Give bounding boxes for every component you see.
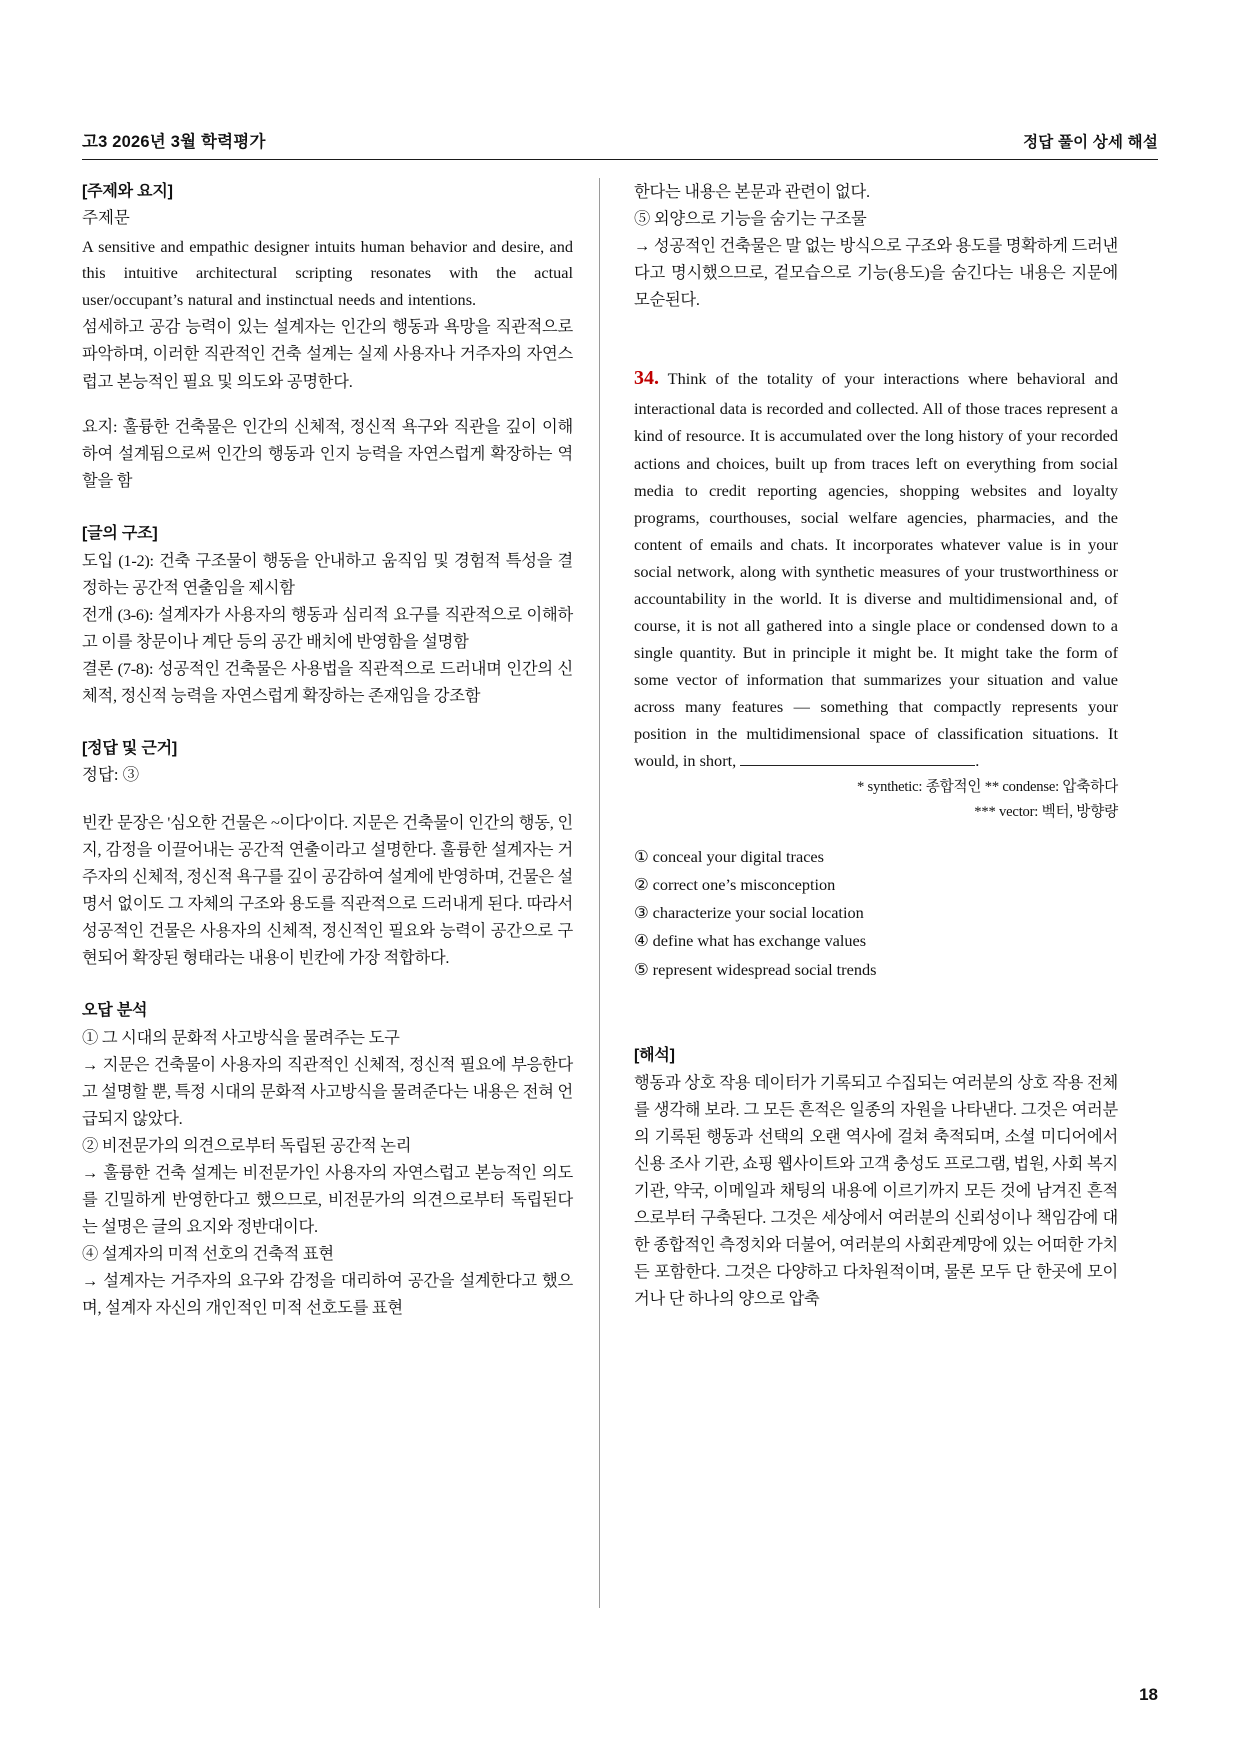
interpretation-heading: [해석] [634, 1046, 675, 1064]
choice-item-4[interactable]: ④ define what has exchange values [634, 931, 867, 951]
page-number: 18 [1139, 1685, 1158, 1704]
interpretation-text: 행동과 상호 작용 데이터가 기록되고 수집되는 여러분의 상호 작용 전체를 생각해 보라. 그 모든 흔적은 일종의 자원을 나타낸다. 그것은 여러분의 기록된 행동과 선택의 오랜 역사에 걸쳐 축적되며, 소셜 미디어에서 신용 조사 기관, 쇼핑 웹사이트와 고객 충성도 프로그램, 법원, 사회 복지 기관, 약국, 이메일과 채팅의 내용에 이르기까지 모든 것에 남겨진 흔적으로부터 구축된다. 그것은 세상에서 여러분의 신뢰성이나 책임감에 대한 종합적인 측정치와 더불어, 여러분의 사회관계망에 있는 어떠한 가치든 포함한다. 그것은 다양하고 다차원적이며, 물론 모두 단 한곳에 모이거나 단 하나의 양으로 압축 [634, 1072, 1118, 1309]
question-passage-tail: . [975, 751, 980, 771]
wrong-choice-1: ① 그 시대의 문화적 사고방식을 물려주는 도구 [82, 1027, 400, 1047]
blank-underline [740, 752, 975, 766]
choice-item-2[interactable]: ② correct one’s misconception [634, 874, 836, 894]
theme-gist-text: 요지: 훌륭한 건축물은 인간의 신체적, 정신적 욕구와 직관을 깊이 이해하여 설계됨으로써 인간의 행동과 인지 능력을 자연스럽게 확장하는 역할을 함 [82, 416, 573, 490]
right-column [600, 178, 1118, 1608]
choice-item-3[interactable]: ③ characterize your social location [634, 903, 864, 923]
wrong-choice-4: ④ 설계자의 미적 선호의 건축적 표현 [82, 1244, 334, 1264]
two-column-body [82, 178, 1158, 1608]
wrong-choice-1-explanation: → 지문은 건축물이 사용자의 직관적인 신체적, 정신적 필요에 부응한다고 설명할 뿐, 특정 시대의 문화적 사고방식을 물려준다는 내용은 전혀 언급되지 않았다. [82, 1055, 573, 1129]
left-column [82, 178, 600, 1608]
question-passage [634, 362, 1118, 774]
answer-explanation: 빈칸 문장은 '심오한 건물은 ~이다'이다. 지문은 건축물이 인간의 행동, 인지, 감정을 이끌어내는 공간적 연출이라고 설명한다. 훌륭한 설계자는 거주자의 신체적, 정신적 욕구를 깊이 공감하여 설계에 반영하며, 건물은 설명서 없이도 그 자체의 구조와 용도를 직관적으로 드러내게 된다. 따라서 성공적인 건물은 사용자의 신체적, 정신적인 필요와 능력이 공간으로 구현되어 확장된 형태라는 내용이 빈칸에 가장 적합하다. [82, 812, 573, 967]
footnote-line-2: *** vector: 벡터, 방향량 [974, 804, 1118, 821]
wrong-choice-2: ② 비전문가의 의견으로부터 독립된 공간적 논리 [82, 1136, 412, 1156]
choice-list [634, 843, 1118, 984]
wrong-choice-4-explanation: → 설계자는 거주자의 요구와 감정을 대리하여 공간을 설계한다고 했으며, 설계자 자신의 개인적인 미적 선호도를 표현 [82, 1271, 573, 1318]
structure-section-heading: [글의 구조] [82, 524, 158, 542]
theme-label: 주제문 [82, 208, 130, 227]
choice-item-5[interactable]: ⑤ represent widespread social trends [634, 959, 877, 979]
wrong-choice-2-explanation: → 훌륭한 건축 설계는 비전문가인 사용자의 자연스럽고 본능적인 의도를 긴밀하게 반영한다고 했으므로, 비전문가의 의견으로부터 독립된다는 설명은 글의 요지와 정반대이다. [82, 1163, 573, 1237]
page-header [82, 128, 1158, 159]
theme-section-heading: [주제와 요지] [82, 183, 173, 200]
wrong-answer-heading: 오답 분석 [82, 1001, 148, 1019]
structure-item-development: 전개 (3-6): 설계자가 사용자의 행동과 심리적 요구를 직관적으로 이해하고 이를 창문이나 계단 등의 공간 배치에 반영함을 설명함 [82, 604, 573, 651]
question-number: 34. [634, 367, 659, 390]
theme-english-text: A sensitive and empathic designer intuits human behavior and desire, and this intuitive architectural scripting resonates with the actual user/occupant’s natural and instinctual needs and intentions. [82, 236, 573, 309]
answer-section-heading: [정답 및 근거] [82, 739, 178, 757]
structure-item-intro: 도입 (1-2): 건축 구조물이 행동을 안내하고 움직임 및 경험적 특성을 결정하는 공간적 연출임을 제시함 [82, 550, 573, 597]
structure-item-conclusion: 결론 (7-8): 성공적인 건축물은 사용법을 직관적으로 드러내며 인간의 신체적, 정신적 능력을 자연스럽게 확장하는 존재임을 강조함 [82, 658, 573, 705]
theme-korean-text: 섬세하고 공감 능력이 있는 설계자는 인간의 행동과 욕망을 직관적으로 파악하며, 이러한 직관적인 건축 설계는 실제 사용자나 거주자의 자연스럽고 본능적인 필요 및 의도와 공명한다. [82, 317, 573, 391]
header-exam-title: 고3 2026년 3월 학력평가 [82, 133, 266, 151]
answer-value: 정답: ③ [82, 764, 140, 784]
question-passage-text: Think of the totality of your interactions where behavioral and interactional data is recorded and collected. All of those traces represent a kind of resource. It is accumulated over the long history of your recorded actions and choices, built up from traces left on everything from social media to credit reporting agencies, shopping websites and loyalty programs, courthouses, social welfare agencies, pharmacies, and the content of emails and chats. It incorporates whatever value is in your social network, along with synthetic measures of your trustworthiness or accountability in the world. It is diverse and multidimensional and, of course, it is not all gathered into a single place or condensed down to a single quantity. But in principle it might be. It might take the form of some vector of information that summarizes your situation and value across many features — something that compactly represents your position in the multidimensional space of classification situations. It would, in short, [634, 369, 1118, 771]
continued-line-1: 한다는 내용은 본문과 관련이 없다. [634, 182, 870, 201]
header-divider [82, 159, 1158, 160]
continued-choice-5-explanation: → 성공적인 건축물은 말 없는 방식으로 구조와 용도를 명확하게 드러낸다고 명시했으므로, 겉모습으로 기능(용도)을 숨긴다는 내용은 지문에 모순된다. [634, 236, 1118, 310]
header-section-title: 정답 풀이 상세 해설 [1023, 134, 1158, 151]
footnote-line-1: * synthetic: 종합적인 ** condense: 압축하다 [856, 779, 1118, 796]
continued-choice-5: ⑤ 외양으로 기능을 숨기는 구조물 [634, 209, 867, 229]
choice-item-1[interactable]: ① conceal your digital traces [634, 846, 824, 866]
